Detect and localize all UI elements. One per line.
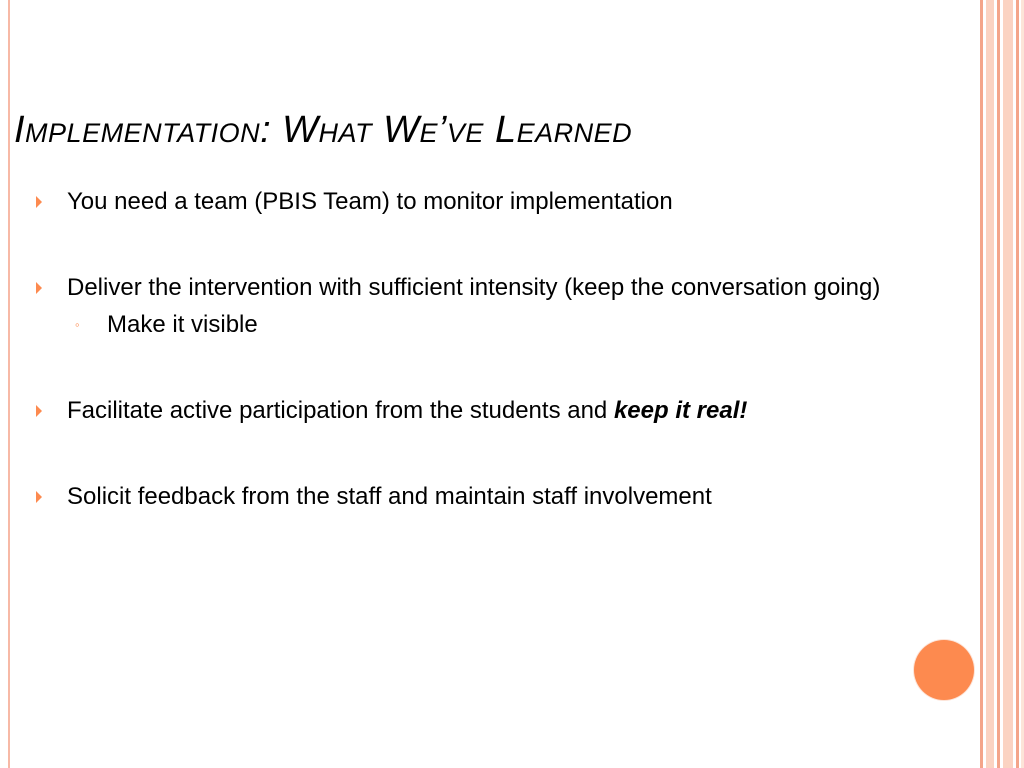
bullet-text: You need a team (PBIS Team) to monitor implementation <box>67 188 673 215</box>
bullet-emphasis: keep it real! <box>613 397 748 424</box>
right-stripe <box>1003 0 1013 768</box>
arrow-bullet-icon <box>36 282 42 294</box>
right-stripe <box>986 0 994 768</box>
right-stripe <box>997 0 1000 768</box>
right-stripe <box>980 0 983 768</box>
bullet-item <box>34 270 934 305</box>
sub-bullet-item <box>34 307 934 342</box>
arrow-bullet-icon <box>36 405 42 417</box>
spacer <box>34 428 934 479</box>
bullet-text: Facilitate active participation from the students and <box>67 397 614 424</box>
circle-bullet-icon: ◦ <box>75 317 80 332</box>
sub-bullet-text: Make it visible <box>107 311 258 338</box>
left-border-line <box>8 0 10 768</box>
arrow-bullet-icon <box>36 491 42 503</box>
bullet-item <box>34 393 934 428</box>
bullet-text: Solicit feedback from the staff and maintain staff involvement <box>67 483 712 510</box>
bullet-list <box>34 184 934 514</box>
spacer <box>34 219 934 270</box>
slide-title: Implementation: What We’ve Learned <box>14 109 633 151</box>
bullet-item <box>34 184 934 219</box>
spacer <box>34 342 934 393</box>
right-stripe <box>1016 0 1019 768</box>
bullet-item <box>34 479 934 514</box>
accent-circle <box>914 640 974 700</box>
arrow-bullet-icon <box>36 196 42 208</box>
bullet-text: Deliver the intervention with sufficient intensity (keep the conversation going) <box>67 274 881 301</box>
